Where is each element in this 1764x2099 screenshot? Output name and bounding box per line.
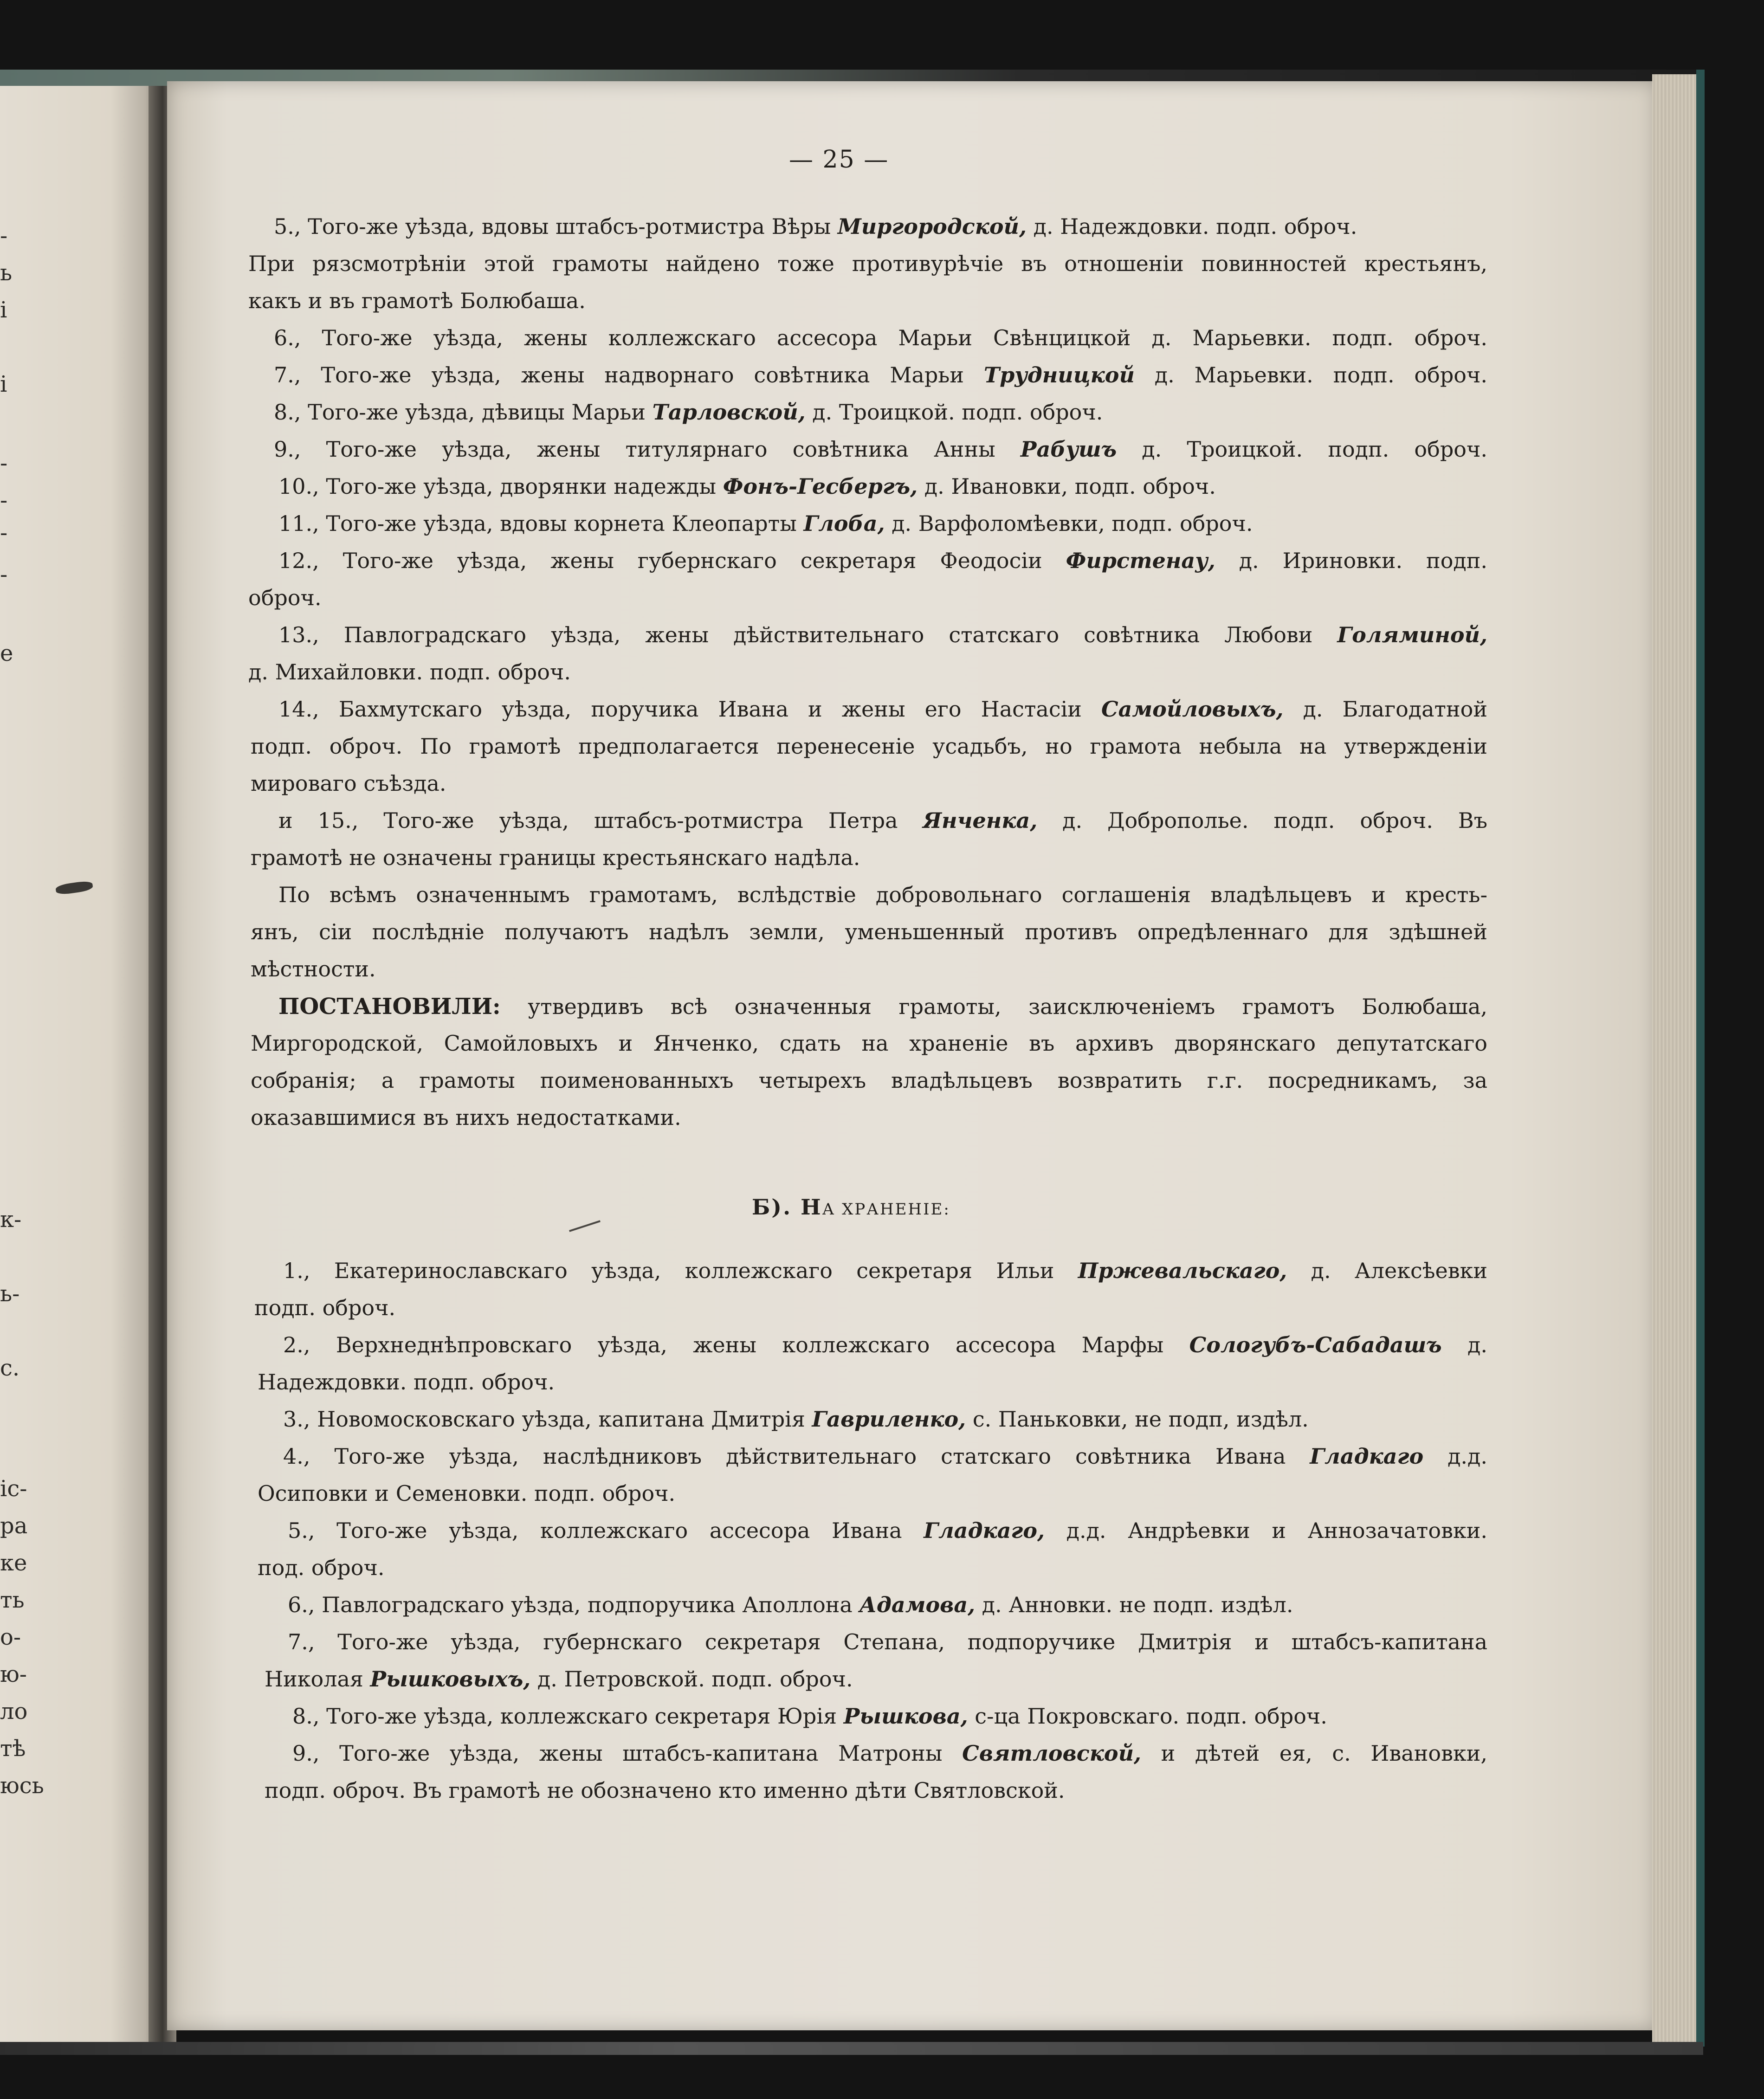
storage-line-3 — [283, 1334, 1487, 1356]
text-line-17 — [278, 810, 1487, 831]
text-run: д. Ивановки, подп. оброч. — [918, 474, 1216, 499]
storage-line-5 — [283, 1408, 1309, 1430]
storage-line-2 — [254, 1297, 395, 1318]
text-run: 1., Екатеринославскаго уѣзда, коллежскаго секретаря Ильи — [283, 1258, 1078, 1283]
text-run: 6., Того-же уѣзда, жены коллежскаго ассесора Марьи Свѣнцицкой д. Марьевки. подп. оброч. — [274, 325, 1487, 350]
text-run: д. Марьевки. подп. оброч. — [1134, 362, 1487, 388]
text-line-11 — [248, 587, 322, 608]
text-run: д. Анновки. не подп. издѣл. — [975, 1592, 1293, 1617]
text-run: д. — [1441, 1332, 1487, 1357]
text-line-10 — [278, 550, 1487, 571]
left-page-fragment: тѣ — [0, 1736, 26, 1762]
surname-italic: Тарловской, — [652, 400, 806, 425]
left-page-fragment: і — [0, 297, 7, 323]
text-run: подп. оброч. Въ грамотѣ не обозначено кто именно дѣти Святловской. — [265, 1778, 1065, 1803]
text-line-18 — [251, 847, 860, 868]
text-run: и 15., Того-же уѣзда, штабсъ-ротмистра Петра — [278, 808, 923, 833]
surname-italic: Самойловыхъ, — [1101, 697, 1284, 722]
text-line-19 — [278, 884, 1487, 905]
text-run: Николая — [265, 1666, 370, 1692]
left-page-fragment: с. — [0, 1355, 20, 1381]
left-page-fragment: ра — [0, 1513, 28, 1539]
text-run: оброч. — [248, 585, 322, 610]
text-run: 6., Павлоградскаго уѣзда, подпоручика Аполлона — [288, 1592, 859, 1617]
left-page-fragment: юсь — [0, 1773, 44, 1799]
surname-italic: Глоба, — [803, 511, 885, 536]
text-run: д. Благодатной — [1283, 697, 1488, 722]
text-run: Надеждовки. подп. оброч. — [258, 1369, 555, 1395]
storage-line-13 — [292, 1705, 1327, 1727]
text-run: и дѣтей ея, с. Ивановки, — [1141, 1741, 1487, 1766]
text-run: д. Троицкой. подп. оброч. — [1117, 437, 1487, 462]
left-page-fragment: - — [0, 487, 8, 513]
text-run: д. Алексѣевки — [1287, 1258, 1487, 1283]
text-line-22 — [278, 995, 1487, 1018]
text-line-23 — [251, 1033, 1487, 1054]
surname-italic: Гладкаго — [1310, 1444, 1424, 1469]
text-run: с-ца Покровскаго. подп. оброч. — [968, 1704, 1327, 1729]
text-run: собранія; а грамоты поименованныхъ четырехъ владѣльцевъ возвратить г.г. посредникамъ, за — [251, 1068, 1487, 1093]
surname-italic: Сологубъ-Сабадашъ — [1189, 1332, 1442, 1357]
text-line-16 — [251, 773, 446, 794]
text-run: д. Доброполье. подп. оброч. Въ — [1037, 808, 1487, 833]
left-page-fragment: ь — [0, 260, 13, 286]
surname-italic: Адамова, — [859, 1592, 976, 1617]
storage-line-12 — [265, 1668, 853, 1690]
storage-line-9 — [258, 1557, 384, 1578]
text-line-15 — [251, 736, 1487, 757]
text-run: 11., Того-же уѣзда, вдовы корнета Клеопарты — [278, 511, 804, 536]
surname-italic: Рышкова, — [843, 1704, 968, 1729]
text-line-1 — [274, 216, 1357, 237]
text-run: д. Михайловки. подп. оброч. — [248, 659, 571, 685]
text-run: мѣстности. — [251, 956, 376, 982]
section-title — [752, 1196, 950, 1218]
text-run: По всѣмъ означеннымъ грамотамъ, вслѣдствіе добровольнаго соглашенія владѣльцевъ и кресть- — [278, 882, 1487, 907]
left-page-fragment: - — [0, 562, 8, 588]
text-run: 5., Того-же уѣзда, вдовы штабсъ-ротмистра Вѣры — [274, 214, 838, 239]
left-facing-page — [0, 86, 158, 2044]
text-run: 13., Павлоградскаго уѣзда, жены дѣйствительнаго статскаго совѣтника Любови — [278, 622, 1338, 647]
left-page-fragment: - — [0, 450, 8, 476]
page-number: — 25 — — [789, 146, 889, 174]
storage-line-14 — [292, 1743, 1487, 1764]
storage-line-6 — [283, 1446, 1487, 1467]
surname-italic: Янченка, — [923, 808, 1038, 833]
left-page-fragment: іс- — [0, 1476, 27, 1502]
text-line-5 — [274, 364, 1487, 386]
text-line-6 — [274, 401, 1103, 423]
text-run: 7., Того-же уѣзда, губернскаго секретаря Степана, подпоручике Дмитрія и штабсъ-капитана — [288, 1629, 1487, 1654]
left-page-fragment: ь- — [0, 1281, 20, 1307]
left-page-fragment: е — [0, 640, 13, 666]
text-run: утвердивъ всѣ означенныя грамоты, заисключеніемъ грамотъ Болюбаша, — [500, 994, 1487, 1019]
left-page-fragment: ть — [0, 1587, 25, 1613]
text-run: 8., Того-же уѣзда, коллежскаго секретаря Юрія — [292, 1704, 844, 1729]
left-page-fragment: ло — [0, 1699, 28, 1724]
text-run: 14., Бахмутскаго уѣзда, поручика Ивана и жены его Настасіи — [278, 697, 1101, 722]
text-run: оказавшимися въ нихъ недостатками. — [251, 1105, 681, 1130]
text-line-9 — [278, 513, 1253, 534]
left-page-fragment: - — [0, 520, 8, 546]
left-page-fragment: - — [0, 223, 8, 249]
storage-line-7 — [258, 1483, 675, 1504]
storage-line-15 — [265, 1780, 1065, 1801]
surname-italic: Пржевальскаго, — [1078, 1258, 1287, 1283]
text-run: 7., Того-же уѣзда, жены надворнаго совѣтника Марьи — [274, 362, 984, 388]
text-run: под. оброч. — [258, 1555, 385, 1580]
surname-italic: Рабушъ — [1020, 437, 1117, 462]
text-line-2 — [248, 253, 1487, 274]
storage-line-11 — [288, 1631, 1487, 1653]
text-line-7 — [274, 439, 1487, 460]
text-run: д. Петровской. подп. оброч. — [530, 1666, 853, 1692]
text-run: д.д. Андрѣевки и Аннозачатовки. — [1044, 1518, 1487, 1543]
storage-line-8 — [288, 1520, 1487, 1541]
text-run: 12., Того-же уѣзда, жены губернскаго секретаря Феодосіи — [278, 548, 1066, 573]
text-line-4 — [274, 327, 1487, 349]
text-line-25 — [251, 1107, 681, 1128]
text-run: д. Троицкой. подп. оброч. — [805, 400, 1103, 425]
section-title-lead: Б). Н — [752, 1195, 822, 1220]
left-page-fragment: ке — [0, 1550, 27, 1576]
binding-edge — [1696, 70, 1705, 2047]
text-run: грамотѣ не означены границы крестьянскаго надѣла. — [251, 845, 860, 870]
text-line-8 — [278, 476, 1216, 497]
text-run: 9., Того-же уѣзда, жены штабсъ-капитана Матроны — [292, 1741, 963, 1766]
storage-line-4 — [258, 1371, 555, 1393]
surname-italic: Голяминой, — [1337, 622, 1487, 647]
text-line-24 — [251, 1070, 1487, 1091]
text-run: 9., Того-же уѣзда, жены титулярнаго совѣтника Анны — [274, 437, 1021, 462]
text-run: Миргородской, Самойловыхъ и Янченко, сдать на храненіе въ архивъ дворянскаго депутатскаго — [251, 1031, 1487, 1056]
text-run: 5., Того-же уѣзда, коллежскаго ассесора Ивана — [288, 1518, 924, 1543]
left-page-fragment: к- — [0, 1207, 22, 1233]
surname-italic: Фонъ-Гесбергъ, — [723, 474, 918, 499]
text-run: 4., Того-же уѣзда, наслѣдниковъ дѣйствительнаго статскаго совѣтника Ивана — [283, 1444, 1310, 1469]
storage-line-1 — [283, 1260, 1487, 1281]
text-line-21 — [251, 958, 376, 980]
text-run: Осиповки и Семеновки. подп. оброч. — [258, 1481, 676, 1506]
surname-italic: Рышковыхъ, — [370, 1666, 531, 1692]
left-page-fragment: о- — [0, 1624, 21, 1650]
section-title-rest: А ХРАНЕНІЕ: — [822, 1200, 950, 1219]
text-run: д. Варфоломѣевки, подп. оброч. — [885, 511, 1253, 536]
page-edges — [1652, 74, 1701, 2042]
text-line-3 — [248, 290, 586, 311]
text-run: д. Ириновки. подп. — [1215, 548, 1488, 573]
surname-italic: Трудницкой — [983, 362, 1135, 388]
text-run: янъ, сіи послѣдніе получаютъ надѣлъ земли, уменьшенный противъ опредѣленнаго для здѣшней — [251, 919, 1487, 944]
text-run: какъ и въ грамотѣ Болюбаша. — [248, 288, 586, 313]
text-run: с. Паньковки, не подп, издѣл. — [966, 1407, 1309, 1432]
resolution-heading: ПОСТАНОВИЛИ: — [278, 994, 501, 1020]
surname-italic: Гавриленко, — [812, 1407, 966, 1432]
text-run: д. Надеждовки. подп. оброч. — [1027, 214, 1357, 239]
text-line-13 — [248, 661, 571, 683]
text-run: 10., Того-же уѣзда, дворянки надежды — [278, 474, 723, 499]
text-run: 8., Того-же уѣзда, дѣвицы Марьи — [274, 400, 653, 425]
text-line-20 — [251, 921, 1487, 943]
surname-italic: Фирстенау, — [1066, 548, 1215, 573]
surname-italic: Святловской, — [962, 1741, 1142, 1766]
left-page-fragment: ю- — [0, 1661, 27, 1687]
text-line-12 — [278, 624, 1487, 646]
text-run: подп. оброч. По грамотѣ предполагается перенесеніе усадьбъ, но грамота небыла на утвержденіи — [251, 734, 1487, 759]
surname-italic: Миргородской, — [837, 214, 1027, 239]
storage-line-10 — [288, 1594, 1293, 1615]
text-run: При рязсмотрѣніи этой грамоты найдено тоже противурѣчіе въ отношеніи повинностей крестьянъ, — [248, 251, 1487, 276]
text-run: мироваго съѣзда. — [251, 771, 446, 796]
text-run: 2., Верхнеднѣпровскаго уѣзда, жены коллежскаго ассесора Марфы — [283, 1332, 1189, 1357]
surname-italic: Гладкаго, — [924, 1518, 1045, 1543]
text-run: 3., Новомосковскаго уѣзда, капитана Дмитрія — [283, 1407, 812, 1432]
text-run: д.д. — [1423, 1444, 1487, 1469]
bottom-edge — [0, 2042, 1703, 2055]
text-line-14 — [278, 698, 1487, 720]
left-page-fragment: і — [0, 371, 7, 397]
text-run: подп. оброч. — [254, 1295, 396, 1320]
